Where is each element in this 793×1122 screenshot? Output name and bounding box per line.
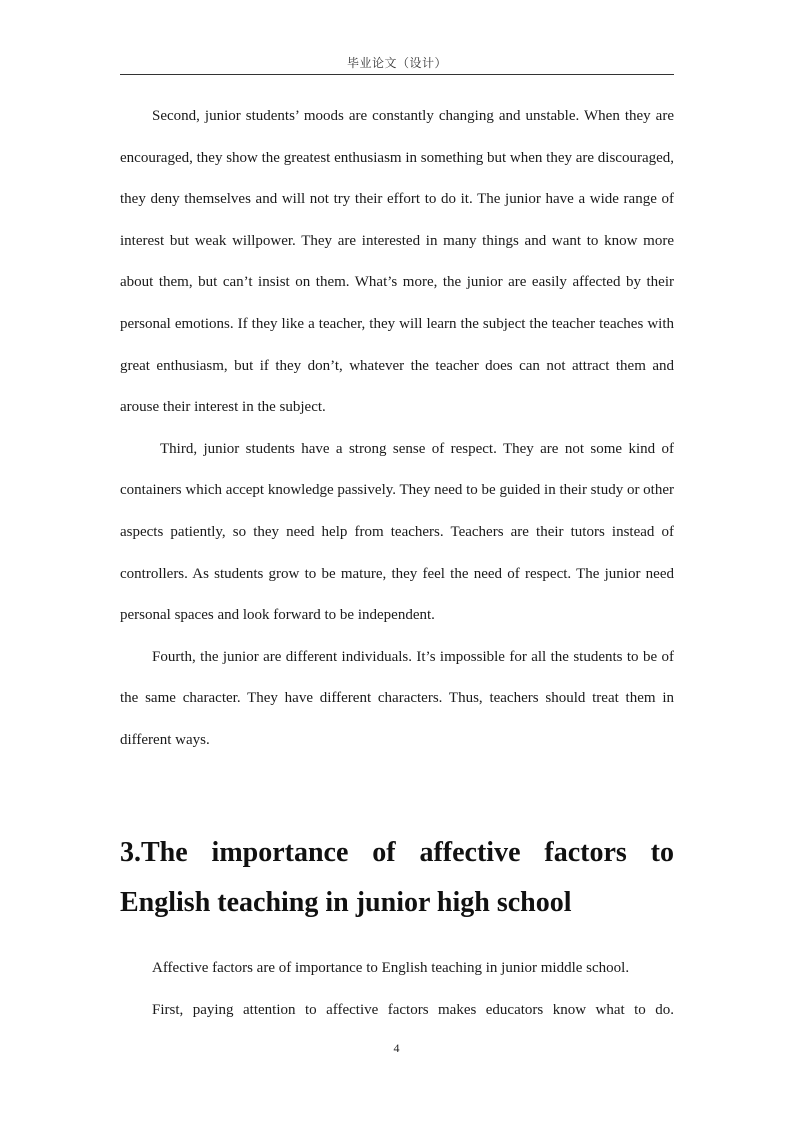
section-paragraph-first: First, paying attention to affective factors makes educators know what to do. (152, 1001, 674, 1018)
section-paragraph-intro: Affective factors are of importance to English teaching in junior middle school. (152, 960, 630, 976)
page-header (120, 52, 674, 75)
header-title: 毕业论文（设计） (346, 56, 447, 70)
paragraph-fourth: Fourth, the junior are different individuals. It’s impossible for all the students to be of the same character. They have different characters. Thus, teachers should treat them in different ways. (120, 648, 674, 748)
section-body (120, 948, 674, 1031)
paragraph-third: Third, junior students have a strong sense of respect. They are not some kind of containers which accept knowledge passively. They need to be guided in their study or other aspects patiently, so they need help from teachers. Teachers are their tutors instead of controllers. As students grow to be mature, they feel the need of respect. The junior need personal spaces and look forward to be independent. (120, 440, 675, 624)
section-heading: 3.The importance of affective factors to English teaching in junior high school (120, 837, 674, 918)
page-number: 4 (393, 1041, 400, 1055)
body-text (120, 96, 674, 762)
paragraph-second: Second, junior students’ moods are constantly changing and unstable. When they are encouraged, they show the greatest enthusiasm in something but when they are discouraged, they deny themselves and will not try their effort to do it. The junior have a wide range of interest but weak willpower. They are interested in many things and want to know more about them, but can’t insist on them. What’s more, the junior are easily affected by their personal emotions. If they like a teacher, they will learn the subject the teacher teaches with great enthusiasm, but if they don’t, whatever the teacher does can not attract them and arouse their interest in the subject. (120, 108, 675, 416)
